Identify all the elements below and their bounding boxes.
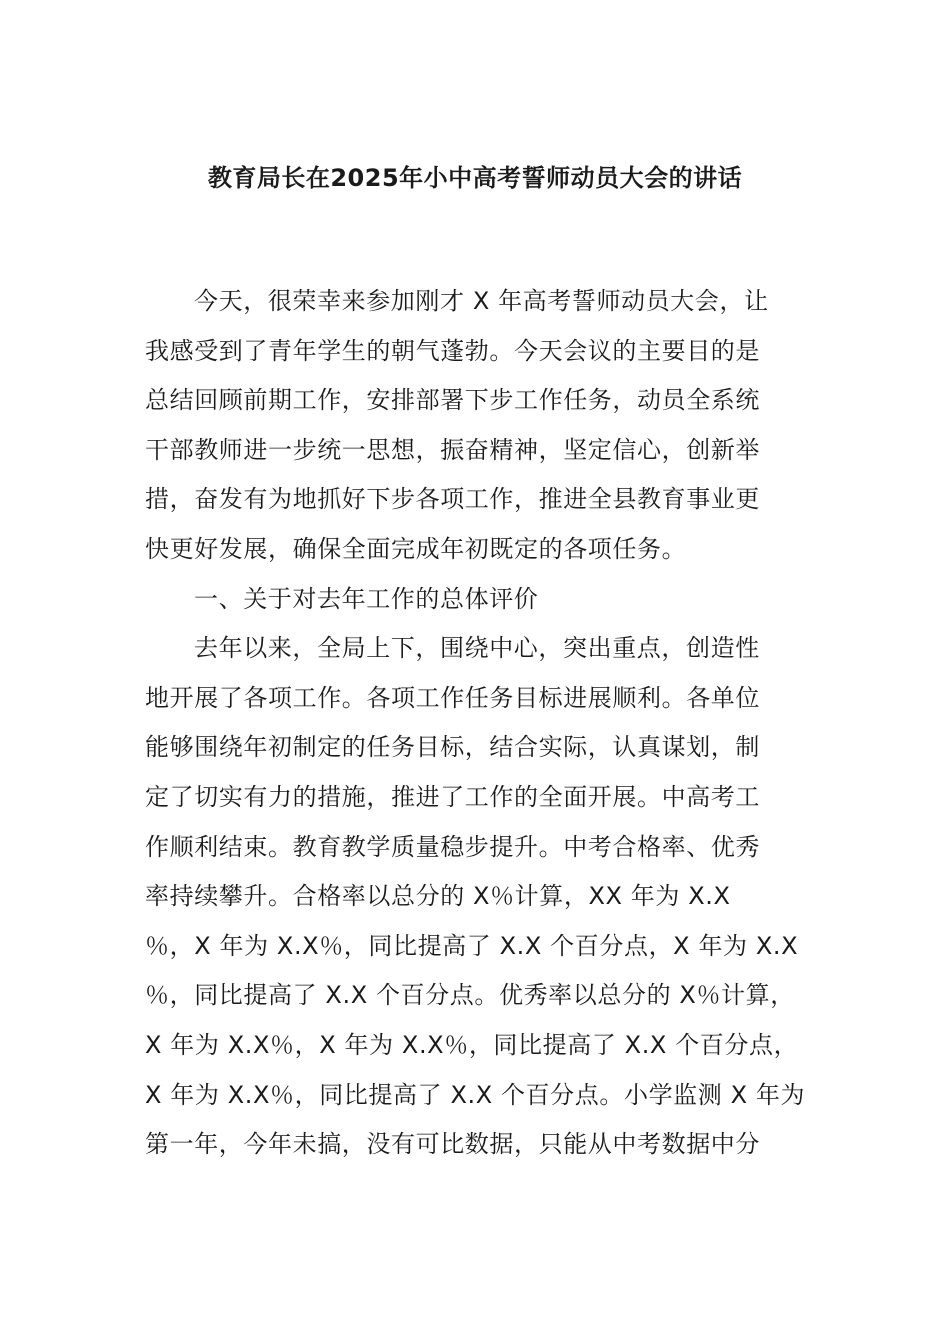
text-line: 定了切实有力的措施，推进了工作的全面开展。中高考工 bbox=[145, 782, 760, 811]
text-line: 第一年，今年未搞，没有可比数据，只能从中考数据中分 bbox=[145, 1130, 760, 1159]
text-line: 我感受到了青年学生的朝气蓬勃。今天会议的主要目的是 bbox=[145, 336, 760, 365]
text-line: 今天，很荣幸来参加刚才 X 年高考誓师动员大会，让 bbox=[194, 287, 769, 315]
text-line: 能够围绕年初制定的任务目标，结合实际，认真谋划，制 bbox=[145, 733, 760, 762]
text-line: 一、关于对去年工作的总体评价 bbox=[194, 584, 539, 613]
text-line: X 年为 X.X％，X 年为 X.X％，同比提高了 X.X 个百分点， bbox=[145, 1030, 799, 1059]
text-line: 快更好发展，确保全面完成年初既定的各项任务。 bbox=[145, 534, 687, 563]
text-line: 措，奋发有为地抓好下步各项工作，推进全县教育事业更 bbox=[145, 485, 760, 514]
text-line: X 年为 X.X％，同比提高了 X.X 个百分点。小学监测 X 年为 bbox=[145, 1080, 806, 1109]
text-line: ％，同比提高了 X.X 个百分点。优秀率以总分的 X％计算， bbox=[145, 981, 795, 1010]
text-line: 地开展了各项工作。各项工作任务目标进展顺利。各单位 bbox=[145, 683, 760, 712]
text-line: 去年以来，全局上下，围绕中心，突出重点，创造性 bbox=[194, 634, 760, 663]
text-line: ％，X 年为 X.X％，同比提高了 X.X 个百分点，X 年为 X.X bbox=[145, 931, 799, 960]
document-body bbox=[145, 281, 845, 1174]
text-line: 总结回顾前期工作，安排部署下步工作任务，动员全系统 bbox=[145, 386, 760, 415]
text-line: 作顺利结束。教育教学质量稳步提升。中考合格率、优秀 bbox=[145, 832, 760, 861]
document-title: 教育局长在2025年小中高考誓师动员大会的讲话 bbox=[207, 164, 743, 192]
text-line: 干部教师进一步统一思想，振奋精神，坚定信心，创新举 bbox=[145, 435, 760, 464]
text-line: 率持续攀升。合格率以总分的 X％计算，XX 年为 X.X bbox=[145, 882, 731, 911]
